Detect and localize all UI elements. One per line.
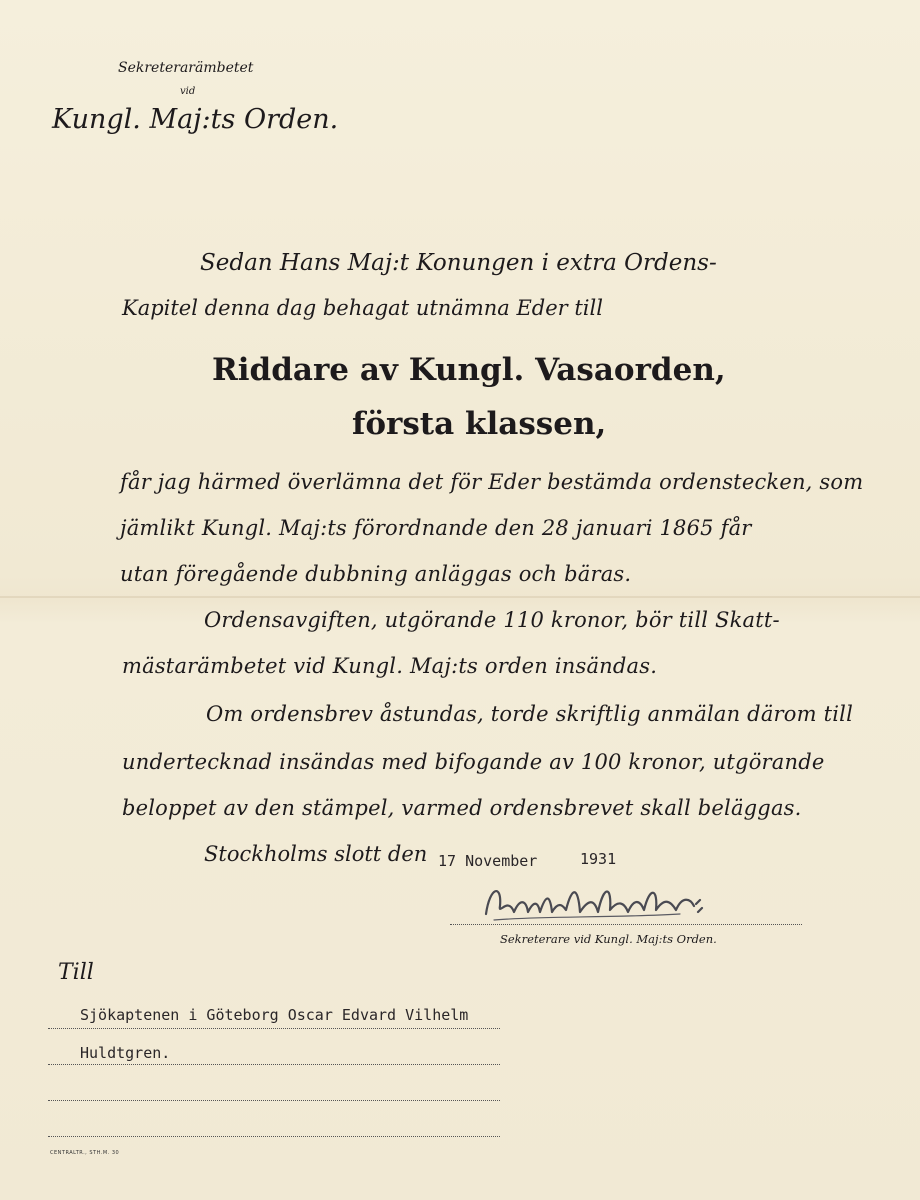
order-title-line2: första klassen, (352, 406, 607, 442)
body-p1-line1: Sedan Hans Maj:t Konungen i extra Ordens- (200, 250, 717, 276)
recipient-dotted-line (48, 1136, 500, 1137)
recipient-label: Till (58, 960, 94, 985)
body-p1-line2: Kapitel denna dag behagat utnämna Eder till (122, 296, 603, 320)
recipient-dotted-line (48, 1100, 500, 1101)
body-p4-line2: undertecknad insändas med bifogande av 100 kronor, utgörande (122, 750, 825, 774)
dateline-year: 1931 (580, 850, 617, 868)
header-vid: vid (180, 86, 196, 97)
body-p3-line1: Ordensavgiften, utgörande 110 kronor, bör till Skatt- (204, 608, 780, 632)
signature-line (450, 924, 802, 925)
paper-fold (0, 596, 920, 598)
dateline-place: Stockholms slott den (204, 842, 428, 866)
body-p4-line3: beloppet av den stämpel, varmed ordensbrevet skall beläggas. (122, 796, 802, 820)
dateline-date: 17 November (438, 852, 538, 870)
body-p2-line1: får jag härmed överlämna det för Eder bestämda ordenstecken, som (120, 470, 864, 494)
body-p2-line2: jämlikt Kungl. Maj:ts förordnande den 28 januari 1865 får (120, 516, 752, 540)
body-p2-line3: utan föregående dubbning anläggas och bäras. (120, 562, 632, 586)
recipient-dotted-line (48, 1064, 500, 1065)
recipient-line1: Sjökaptenen i Göteborg Oscar Edvard Vilhelm (80, 1006, 469, 1024)
recipient-line2: Huldtgren. (80, 1044, 171, 1062)
signature-caption: Sekreterare vid Kungl. Maj:ts Orden. (500, 932, 717, 946)
order-title-line1: Riddare av Kungl. Vasaorden, (212, 352, 726, 388)
body-p4-line1: Om ordensbrev åstundas, torde skriftlig anmälan därom till (206, 702, 854, 726)
recipient-dotted-line (48, 1028, 500, 1029)
handwritten-signature (480, 876, 710, 926)
body-p3-line2: mästarämbetet vid Kungl. Maj:ts orden insändas. (122, 654, 658, 678)
header-order-name: Kungl. Maj:ts Orden. (52, 104, 339, 135)
header-office: Sekreterarämbetet (118, 60, 254, 76)
printer-mark: CENTRALTR., STH.M. 30 (50, 1150, 120, 1156)
